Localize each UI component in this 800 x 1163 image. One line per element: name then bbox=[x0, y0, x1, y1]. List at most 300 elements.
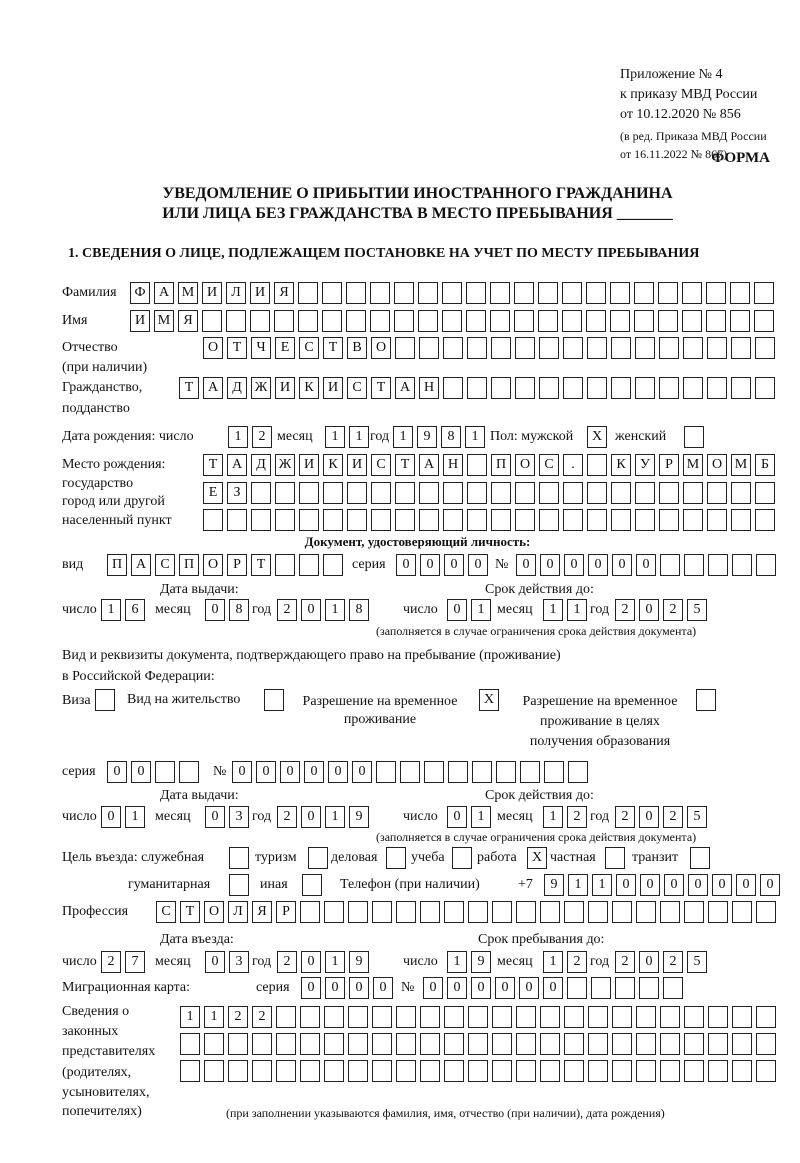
char-box[interactable] bbox=[587, 454, 607, 476]
char-box[interactable]: X bbox=[587, 426, 607, 448]
char-box[interactable] bbox=[324, 901, 344, 923]
char-box[interactable]: 2 bbox=[567, 806, 587, 828]
char-box[interactable] bbox=[298, 282, 318, 304]
char-box[interactable] bbox=[492, 901, 512, 923]
char-box[interactable]: 2 bbox=[277, 951, 297, 973]
char-box[interactable] bbox=[516, 1060, 536, 1082]
name-field[interactable] bbox=[130, 310, 774, 332]
char-box[interactable] bbox=[567, 977, 587, 999]
char-box[interactable]: 0 bbox=[205, 806, 225, 828]
char-box[interactable] bbox=[396, 901, 416, 923]
char-box[interactable] bbox=[514, 282, 534, 304]
char-box[interactable]: 1 bbox=[228, 426, 248, 448]
char-box[interactable] bbox=[467, 377, 487, 399]
char-box[interactable]: И bbox=[202, 282, 222, 304]
id-valid-month-field[interactable] bbox=[543, 599, 587, 621]
phone-field[interactable] bbox=[544, 874, 780, 896]
id-issue-month-field[interactable] bbox=[205, 599, 249, 621]
char-box[interactable]: 5 bbox=[687, 951, 707, 973]
char-box[interactable]: 2 bbox=[615, 599, 635, 621]
char-box[interactable]: 1 bbox=[471, 599, 491, 621]
char-box[interactable] bbox=[539, 337, 559, 359]
char-box[interactable]: 0 bbox=[423, 977, 443, 999]
char-box[interactable]: 1 bbox=[180, 1006, 200, 1028]
char-box[interactable] bbox=[568, 761, 588, 783]
char-box[interactable] bbox=[324, 1033, 344, 1055]
char-box[interactable]: 1 bbox=[543, 951, 563, 973]
char-box[interactable] bbox=[683, 509, 703, 531]
char-box[interactable]: 1 bbox=[592, 874, 612, 896]
char-box[interactable]: 2 bbox=[277, 599, 297, 621]
char-box[interactable] bbox=[514, 310, 534, 332]
char-box[interactable]: 0 bbox=[688, 874, 708, 896]
char-box[interactable]: 0 bbox=[639, 951, 659, 973]
char-box[interactable] bbox=[588, 1060, 608, 1082]
char-box[interactable] bbox=[539, 377, 559, 399]
char-box[interactable] bbox=[442, 282, 462, 304]
char-box[interactable] bbox=[612, 1060, 632, 1082]
char-box[interactable]: 0 bbox=[612, 554, 632, 576]
stay-number-field[interactable] bbox=[232, 761, 588, 783]
char-box[interactable]: И bbox=[323, 377, 343, 399]
char-box[interactable]: 0 bbox=[447, 977, 467, 999]
char-box[interactable] bbox=[228, 1033, 248, 1055]
entry-year-field[interactable] bbox=[277, 951, 369, 973]
char-box[interactable] bbox=[444, 901, 464, 923]
purpose-work-checkbox[interactable] bbox=[527, 847, 547, 869]
char-box[interactable]: 0 bbox=[349, 977, 369, 999]
birth-day-field[interactable] bbox=[228, 426, 272, 448]
char-box[interactable] bbox=[490, 310, 510, 332]
char-box[interactable] bbox=[706, 310, 726, 332]
char-box[interactable]: З bbox=[227, 482, 247, 504]
char-box[interactable]: П bbox=[179, 554, 199, 576]
char-box[interactable] bbox=[539, 482, 559, 504]
char-box[interactable] bbox=[443, 377, 463, 399]
char-box[interactable] bbox=[635, 509, 655, 531]
char-box[interactable] bbox=[491, 337, 511, 359]
char-box[interactable]: И bbox=[347, 454, 367, 476]
char-box[interactable]: 0 bbox=[519, 977, 539, 999]
char-box[interactable] bbox=[472, 761, 492, 783]
char-box[interactable]: 1 bbox=[393, 426, 413, 448]
char-box[interactable] bbox=[708, 554, 728, 576]
profession-field[interactable] bbox=[156, 901, 776, 923]
char-box[interactable] bbox=[491, 377, 511, 399]
char-box[interactable]: 3 bbox=[229, 951, 249, 973]
char-box[interactable] bbox=[683, 377, 703, 399]
char-box[interactable] bbox=[660, 1006, 680, 1028]
char-box[interactable]: 0 bbox=[205, 951, 225, 973]
char-box[interactable]: 0 bbox=[588, 554, 608, 576]
char-box[interactable] bbox=[491, 509, 511, 531]
char-box[interactable]: Т bbox=[180, 901, 200, 923]
char-box[interactable] bbox=[563, 482, 583, 504]
char-box[interactable] bbox=[202, 310, 222, 332]
char-box[interactable] bbox=[492, 1033, 512, 1055]
char-box[interactable]: Ф bbox=[130, 282, 150, 304]
char-box[interactable] bbox=[467, 454, 487, 476]
char-box[interactable] bbox=[420, 1006, 440, 1028]
char-box[interactable]: И bbox=[275, 377, 295, 399]
representatives-line-1[interactable] bbox=[180, 1006, 776, 1028]
char-box[interactable] bbox=[420, 1033, 440, 1055]
char-box[interactable] bbox=[324, 1006, 344, 1028]
char-box[interactable] bbox=[756, 1060, 776, 1082]
stay-valid-day-field[interactable] bbox=[447, 806, 491, 828]
char-box[interactable]: Л bbox=[226, 282, 246, 304]
char-box[interactable] bbox=[229, 847, 249, 869]
char-box[interactable] bbox=[396, 1006, 416, 1028]
char-box[interactable] bbox=[346, 310, 366, 332]
char-box[interactable]: В bbox=[347, 337, 367, 359]
char-box[interactable]: О bbox=[203, 554, 223, 576]
representatives-line-2[interactable] bbox=[180, 1033, 776, 1055]
char-box[interactable]: 0 bbox=[373, 977, 393, 999]
char-box[interactable] bbox=[516, 1033, 536, 1055]
char-box[interactable] bbox=[252, 1033, 272, 1055]
char-box[interactable] bbox=[323, 509, 343, 531]
char-box[interactable]: 0 bbox=[495, 977, 515, 999]
char-box[interactable] bbox=[611, 377, 631, 399]
char-box[interactable]: 1 bbox=[125, 806, 145, 828]
char-box[interactable] bbox=[467, 337, 487, 359]
char-box[interactable] bbox=[348, 901, 368, 923]
char-box[interactable] bbox=[659, 482, 679, 504]
id-valid-day-field[interactable] bbox=[447, 599, 491, 621]
stay-issue-day-field[interactable] bbox=[101, 806, 145, 828]
char-box[interactable] bbox=[300, 1033, 320, 1055]
char-box[interactable] bbox=[95, 689, 115, 711]
char-box[interactable]: 1 bbox=[325, 426, 345, 448]
char-box[interactable]: А bbox=[419, 454, 439, 476]
char-box[interactable]: 2 bbox=[615, 806, 635, 828]
char-box[interactable] bbox=[203, 509, 223, 531]
char-box[interactable] bbox=[635, 377, 655, 399]
char-box[interactable]: 0 bbox=[564, 554, 584, 576]
char-box[interactable]: 2 bbox=[663, 599, 683, 621]
char-box[interactable] bbox=[659, 337, 679, 359]
char-box[interactable] bbox=[250, 310, 270, 332]
char-box[interactable] bbox=[588, 1033, 608, 1055]
char-box[interactable] bbox=[563, 337, 583, 359]
char-box[interactable]: 0 bbox=[543, 977, 563, 999]
char-box[interactable]: А bbox=[227, 454, 247, 476]
char-box[interactable] bbox=[756, 554, 776, 576]
char-box[interactable]: 0 bbox=[131, 761, 151, 783]
surname-field[interactable] bbox=[130, 282, 774, 304]
char-box[interactable] bbox=[444, 1033, 464, 1055]
char-box[interactable]: 1 bbox=[349, 426, 369, 448]
char-box[interactable] bbox=[155, 761, 175, 783]
char-box[interactable]: С bbox=[156, 901, 176, 923]
char-box[interactable]: 1 bbox=[543, 806, 563, 828]
char-box[interactable] bbox=[660, 1060, 680, 1082]
char-box[interactable]: 0 bbox=[304, 761, 324, 783]
char-box[interactable]: С bbox=[299, 337, 319, 359]
char-box[interactable]: 0 bbox=[301, 951, 321, 973]
char-box[interactable]: Р bbox=[227, 554, 247, 576]
char-box[interactable]: 2 bbox=[252, 426, 272, 448]
char-box[interactable]: 8 bbox=[441, 426, 461, 448]
char-box[interactable] bbox=[563, 377, 583, 399]
purpose-private-checkbox[interactable] bbox=[605, 847, 625, 869]
char-box[interactable] bbox=[562, 282, 582, 304]
char-box[interactable]: 0 bbox=[101, 806, 121, 828]
char-box[interactable] bbox=[660, 1033, 680, 1055]
char-box[interactable]: О bbox=[515, 454, 535, 476]
char-box[interactable] bbox=[754, 282, 774, 304]
char-box[interactable] bbox=[448, 761, 468, 783]
char-box[interactable] bbox=[420, 1060, 440, 1082]
char-box[interactable]: 0 bbox=[447, 599, 467, 621]
char-box[interactable] bbox=[468, 1033, 488, 1055]
char-box[interactable] bbox=[732, 1006, 752, 1028]
char-box[interactable] bbox=[299, 482, 319, 504]
char-box[interactable]: Р bbox=[276, 901, 296, 923]
char-box[interactable]: 5 bbox=[687, 806, 707, 828]
residence-checkbox[interactable] bbox=[264, 689, 284, 711]
char-box[interactable]: 0 bbox=[444, 554, 464, 576]
char-box[interactable] bbox=[516, 1006, 536, 1028]
char-box[interactable]: 1 bbox=[543, 599, 563, 621]
char-box[interactable] bbox=[731, 337, 751, 359]
char-box[interactable]: 0 bbox=[301, 599, 321, 621]
char-box[interactable] bbox=[419, 509, 439, 531]
char-box[interactable] bbox=[467, 482, 487, 504]
char-box[interactable] bbox=[730, 282, 750, 304]
entry-day-field[interactable] bbox=[101, 951, 145, 973]
char-box[interactable]: X bbox=[527, 847, 547, 869]
char-box[interactable]: 0 bbox=[301, 977, 321, 999]
char-box[interactable]: М bbox=[731, 454, 751, 476]
char-box[interactable] bbox=[204, 1033, 224, 1055]
char-box[interactable]: И bbox=[250, 282, 270, 304]
char-box[interactable]: П bbox=[107, 554, 127, 576]
char-box[interactable]: Т bbox=[395, 454, 415, 476]
purpose-other-checkbox[interactable] bbox=[302, 874, 322, 896]
char-box[interactable]: Е bbox=[203, 482, 223, 504]
char-box[interactable]: Ч bbox=[251, 337, 271, 359]
char-box[interactable] bbox=[299, 509, 319, 531]
char-box[interactable]: 0 bbox=[205, 599, 225, 621]
char-box[interactable]: 2 bbox=[101, 951, 121, 973]
char-box[interactable] bbox=[708, 1060, 728, 1082]
char-box[interactable]: Я bbox=[274, 282, 294, 304]
char-box[interactable]: Р bbox=[659, 454, 679, 476]
char-box[interactable] bbox=[251, 482, 271, 504]
char-box[interactable]: 1 bbox=[568, 874, 588, 896]
char-box[interactable] bbox=[588, 901, 608, 923]
char-box[interactable]: К bbox=[299, 377, 319, 399]
char-box[interactable] bbox=[466, 310, 486, 332]
char-box[interactable] bbox=[276, 1006, 296, 1028]
char-box[interactable] bbox=[586, 310, 606, 332]
char-box[interactable] bbox=[731, 482, 751, 504]
char-box[interactable] bbox=[228, 1060, 248, 1082]
char-box[interactable] bbox=[302, 874, 322, 896]
char-box[interactable] bbox=[756, 901, 776, 923]
char-box[interactable] bbox=[636, 1060, 656, 1082]
char-box[interactable] bbox=[635, 482, 655, 504]
char-box[interactable]: 0 bbox=[325, 977, 345, 999]
char-box[interactable]: 2 bbox=[252, 1006, 272, 1028]
id-number-field[interactable] bbox=[516, 554, 776, 576]
char-box[interactable] bbox=[400, 761, 420, 783]
char-box[interactable] bbox=[684, 1006, 704, 1028]
stay-day-field[interactable] bbox=[447, 951, 491, 973]
char-box[interactable] bbox=[684, 1033, 704, 1055]
char-box[interactable]: 0 bbox=[636, 554, 656, 576]
char-box[interactable] bbox=[444, 1060, 464, 1082]
char-box[interactable] bbox=[564, 901, 584, 923]
char-box[interactable] bbox=[515, 337, 535, 359]
char-box[interactable] bbox=[636, 1033, 656, 1055]
char-box[interactable] bbox=[731, 509, 751, 531]
char-box[interactable]: А bbox=[154, 282, 174, 304]
char-box[interactable]: 2 bbox=[228, 1006, 248, 1028]
char-box[interactable] bbox=[756, 1033, 776, 1055]
char-box[interactable] bbox=[444, 1006, 464, 1028]
birthplace-line-2[interactable] bbox=[203, 482, 775, 504]
char-box[interactable]: 2 bbox=[663, 951, 683, 973]
char-box[interactable] bbox=[394, 282, 414, 304]
char-box[interactable] bbox=[300, 1006, 320, 1028]
char-box[interactable] bbox=[370, 310, 390, 332]
char-box[interactable]: Б bbox=[755, 454, 775, 476]
char-box[interactable]: 0 bbox=[471, 977, 491, 999]
char-box[interactable] bbox=[467, 509, 487, 531]
char-box[interactable]: А bbox=[203, 377, 223, 399]
char-box[interactable] bbox=[347, 509, 367, 531]
char-box[interactable] bbox=[348, 1033, 368, 1055]
char-box[interactable] bbox=[490, 282, 510, 304]
char-box[interactable] bbox=[663, 977, 683, 999]
char-box[interactable] bbox=[468, 1006, 488, 1028]
char-box[interactable]: 2 bbox=[615, 951, 635, 973]
char-box[interactable] bbox=[696, 689, 716, 711]
birth-year-field[interactable] bbox=[393, 426, 485, 448]
purpose-business-checkbox[interactable] bbox=[386, 847, 406, 869]
char-box[interactable] bbox=[755, 509, 775, 531]
char-box[interactable] bbox=[516, 901, 536, 923]
char-box[interactable] bbox=[540, 1060, 560, 1082]
char-box[interactable] bbox=[658, 310, 678, 332]
char-box[interactable]: 3 bbox=[229, 806, 249, 828]
char-box[interactable] bbox=[372, 901, 392, 923]
char-box[interactable]: Т bbox=[371, 377, 391, 399]
char-box[interactable] bbox=[635, 337, 655, 359]
id-issue-day-field[interactable] bbox=[101, 599, 145, 621]
char-box[interactable] bbox=[684, 554, 704, 576]
id-type-field[interactable] bbox=[107, 554, 343, 576]
char-box[interactable] bbox=[611, 509, 631, 531]
char-box[interactable]: 0 bbox=[616, 874, 636, 896]
char-box[interactable] bbox=[348, 1006, 368, 1028]
char-box[interactable] bbox=[639, 977, 659, 999]
char-box[interactable] bbox=[227, 509, 247, 531]
char-box[interactable]: К bbox=[611, 454, 631, 476]
char-box[interactable] bbox=[300, 901, 320, 923]
char-box[interactable]: С bbox=[539, 454, 559, 476]
char-box[interactable]: 0 bbox=[352, 761, 372, 783]
char-box[interactable] bbox=[587, 509, 607, 531]
char-box[interactable] bbox=[419, 337, 439, 359]
char-box[interactable] bbox=[684, 901, 704, 923]
char-box[interactable] bbox=[684, 1060, 704, 1082]
char-box[interactable]: 2 bbox=[663, 806, 683, 828]
char-box[interactable] bbox=[587, 482, 607, 504]
char-box[interactable] bbox=[275, 482, 295, 504]
char-box[interactable]: Т bbox=[251, 554, 271, 576]
char-box[interactable] bbox=[658, 282, 678, 304]
char-box[interactable] bbox=[755, 377, 775, 399]
char-box[interactable] bbox=[376, 761, 396, 783]
char-box[interactable] bbox=[324, 1060, 344, 1082]
char-box[interactable] bbox=[274, 310, 294, 332]
char-box[interactable]: К bbox=[323, 454, 343, 476]
char-box[interactable]: 0 bbox=[639, 806, 659, 828]
char-box[interactable] bbox=[634, 282, 654, 304]
char-box[interactable] bbox=[322, 310, 342, 332]
stay-year-field[interactable] bbox=[615, 951, 707, 973]
char-box[interactable]: М bbox=[683, 454, 703, 476]
char-box[interactable] bbox=[468, 1060, 488, 1082]
char-box[interactable] bbox=[180, 1060, 200, 1082]
char-box[interactable]: Т bbox=[323, 337, 343, 359]
char-box[interactable]: 0 bbox=[468, 554, 488, 576]
char-box[interactable] bbox=[443, 482, 463, 504]
char-box[interactable] bbox=[308, 847, 328, 869]
patronymic-field[interactable] bbox=[203, 337, 775, 359]
char-box[interactable] bbox=[540, 1006, 560, 1028]
char-box[interactable]: 1 bbox=[567, 599, 587, 621]
char-box[interactable] bbox=[610, 282, 630, 304]
char-box[interactable] bbox=[615, 977, 635, 999]
char-box[interactable] bbox=[732, 554, 752, 576]
char-box[interactable]: Т bbox=[203, 454, 223, 476]
char-box[interactable]: О bbox=[371, 337, 391, 359]
char-box[interactable] bbox=[226, 310, 246, 332]
char-box[interactable]: С bbox=[371, 454, 391, 476]
char-box[interactable] bbox=[588, 1006, 608, 1028]
char-box[interactable]: У bbox=[635, 454, 655, 476]
char-box[interactable] bbox=[323, 482, 343, 504]
char-box[interactable] bbox=[396, 1033, 416, 1055]
char-box[interactable]: Е bbox=[275, 337, 295, 359]
char-box[interactable] bbox=[322, 282, 342, 304]
migration-number-field[interactable] bbox=[423, 977, 683, 999]
stay-valid-year-field[interactable] bbox=[615, 806, 707, 828]
stay-issue-month-field[interactable] bbox=[205, 806, 249, 828]
char-box[interactable]: Д bbox=[227, 377, 247, 399]
char-box[interactable] bbox=[419, 482, 439, 504]
char-box[interactable]: 7 bbox=[125, 951, 145, 973]
purpose-service-checkbox[interactable] bbox=[229, 847, 249, 869]
id-valid-year-field[interactable] bbox=[615, 599, 707, 621]
char-box[interactable]: 9 bbox=[417, 426, 437, 448]
char-box[interactable]: 8 bbox=[229, 599, 249, 621]
char-box[interactable] bbox=[251, 509, 271, 531]
char-box[interactable] bbox=[275, 509, 295, 531]
char-box[interactable]: Н bbox=[443, 454, 463, 476]
birthplace-line-3[interactable] bbox=[203, 509, 775, 531]
char-box[interactable] bbox=[562, 310, 582, 332]
char-box[interactable] bbox=[612, 901, 632, 923]
char-box[interactable]: 0 bbox=[736, 874, 756, 896]
char-box[interactable] bbox=[756, 1006, 776, 1028]
char-box[interactable] bbox=[636, 901, 656, 923]
